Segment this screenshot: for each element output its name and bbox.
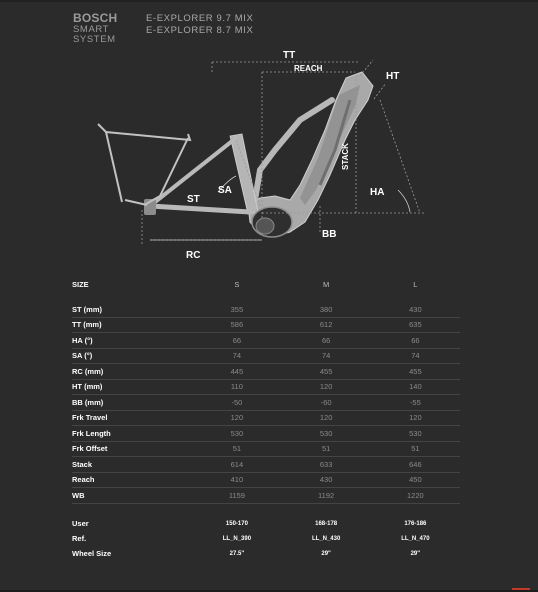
cell-value: LL_N_390 <box>222 535 252 542</box>
row-label: Stack <box>72 457 192 473</box>
table-row <box>72 317 460 333</box>
bike-frame <box>144 72 373 237</box>
table-row <box>72 488 460 504</box>
cell-value: 586 <box>192 317 281 333</box>
cell-value: 120 <box>282 410 371 426</box>
cell-value: 120 <box>282 379 371 395</box>
table-row <box>72 531 460 546</box>
size-col-l: L <box>413 279 418 289</box>
geometry-diagram <box>0 0 538 270</box>
brand-line-system: SYSTEM <box>73 34 116 45</box>
cell-value: LL_N_470 <box>401 535 430 542</box>
table-row <box>72 546 460 561</box>
row-label: Frk Travel <box>72 410 192 426</box>
row-label: Frk Offset <box>72 441 192 457</box>
cell-value: 455 <box>371 364 460 380</box>
cell-value: 150-170 <box>225 520 248 527</box>
cell-value: 355 <box>192 302 281 317</box>
row-label: User <box>72 519 89 528</box>
row-label: SA (°) <box>72 348 192 364</box>
cell-value: 27.5" <box>229 550 245 557</box>
cell-value: 450 <box>371 472 460 488</box>
row-label: Ref. <box>72 534 87 543</box>
rear-rack <box>98 124 190 205</box>
label-ha: HA <box>370 187 385 198</box>
table-header-row <box>72 276 460 292</box>
cell-value: 51 <box>371 441 460 457</box>
row-label: Wheel Size <box>72 549 112 558</box>
cell-value: -60 <box>282 395 371 411</box>
cell-value: -50 <box>192 395 281 411</box>
model-name: E-EXPLORER 8.7 MIX <box>146 25 254 36</box>
table-row <box>72 379 460 395</box>
cell-value: 1159 <box>192 488 281 504</box>
geometry-table <box>72 276 460 504</box>
table-row <box>72 457 460 473</box>
cell-value: 66 <box>371 333 460 349</box>
table-row <box>72 516 460 531</box>
row-label: TT (mm) <box>72 317 192 333</box>
table-row <box>72 472 460 488</box>
user-table <box>72 516 460 561</box>
table-row <box>72 426 460 442</box>
cell-value: 530 <box>282 426 371 442</box>
row-label: RC (mm) <box>72 364 192 380</box>
cell-value: 110 <box>192 379 281 395</box>
cell-value: 612 <box>282 317 371 333</box>
row-label: Reach <box>72 472 192 488</box>
cell-value: 51 <box>282 441 371 457</box>
table-row <box>72 333 460 349</box>
model-name: E-EXPLORER 9.7 MIX <box>146 13 254 24</box>
cell-value: 140 <box>371 379 460 395</box>
cell-value: 410 <box>192 472 281 488</box>
label-tt: TT <box>283 50 296 61</box>
cell-value: 430 <box>282 472 371 488</box>
row-label: BB (mm) <box>72 395 192 411</box>
cell-value: 120 <box>371 410 460 426</box>
cell-value: 633 <box>282 457 371 473</box>
row-label: HA (°) <box>72 333 192 349</box>
cell-value: 29" <box>410 550 421 557</box>
cell-value: 29" <box>321 550 331 557</box>
size-header: SIZE <box>72 279 89 289</box>
cell-value: -55 <box>371 395 460 411</box>
cell-value: 176-186 <box>404 520 427 527</box>
cell-value: 74 <box>282 348 371 364</box>
cell-value: 51 <box>192 441 281 457</box>
size-col-s: S <box>234 279 240 289</box>
cell-value: 380 <box>282 302 371 317</box>
cell-value: 120 <box>192 410 281 426</box>
cell-value: 530 <box>192 426 281 442</box>
cell-value: 430 <box>371 302 460 317</box>
label-ht: HT <box>386 71 400 82</box>
cell-value: 646 <box>371 457 460 473</box>
cell-value: 455 <box>282 364 371 380</box>
cell-value: 74 <box>371 348 460 364</box>
cell-value: 66 <box>282 333 371 349</box>
cell-value: 635 <box>371 317 460 333</box>
brand-line-smart: SMART <box>73 24 110 35</box>
table-row <box>72 441 460 457</box>
label-stack: STACK <box>341 143 350 170</box>
label-rc: RC <box>186 250 201 261</box>
cell-value: 66 <box>192 333 281 349</box>
label-reach: REACH <box>294 64 323 73</box>
row-label: HT (mm) <box>72 379 192 395</box>
cell-value: 1192 <box>282 488 371 504</box>
cell-value: 74 <box>192 348 281 364</box>
table-row <box>72 395 460 411</box>
cell-value: 614 <box>192 457 281 473</box>
cell-value: 445 <box>192 364 281 380</box>
brand-name: BOSCH <box>73 11 118 25</box>
table-row <box>72 348 460 364</box>
cell-value: 530 <box>371 426 460 442</box>
cell-value: 168-178 <box>315 520 338 527</box>
cell-value: 1220 <box>371 488 460 504</box>
size-col-m: M <box>323 279 330 289</box>
label-st: ST <box>187 194 200 205</box>
cell-value: LL_N_430 <box>311 535 341 542</box>
table-row <box>72 302 460 317</box>
row-label: Frk Length <box>72 426 192 442</box>
label-sa: SA <box>218 185 232 196</box>
row-label: WB <box>72 488 192 504</box>
label-bb: BB <box>322 229 337 240</box>
table-row <box>72 364 460 380</box>
row-label: ST (mm) <box>72 302 192 317</box>
table-row <box>72 410 460 426</box>
